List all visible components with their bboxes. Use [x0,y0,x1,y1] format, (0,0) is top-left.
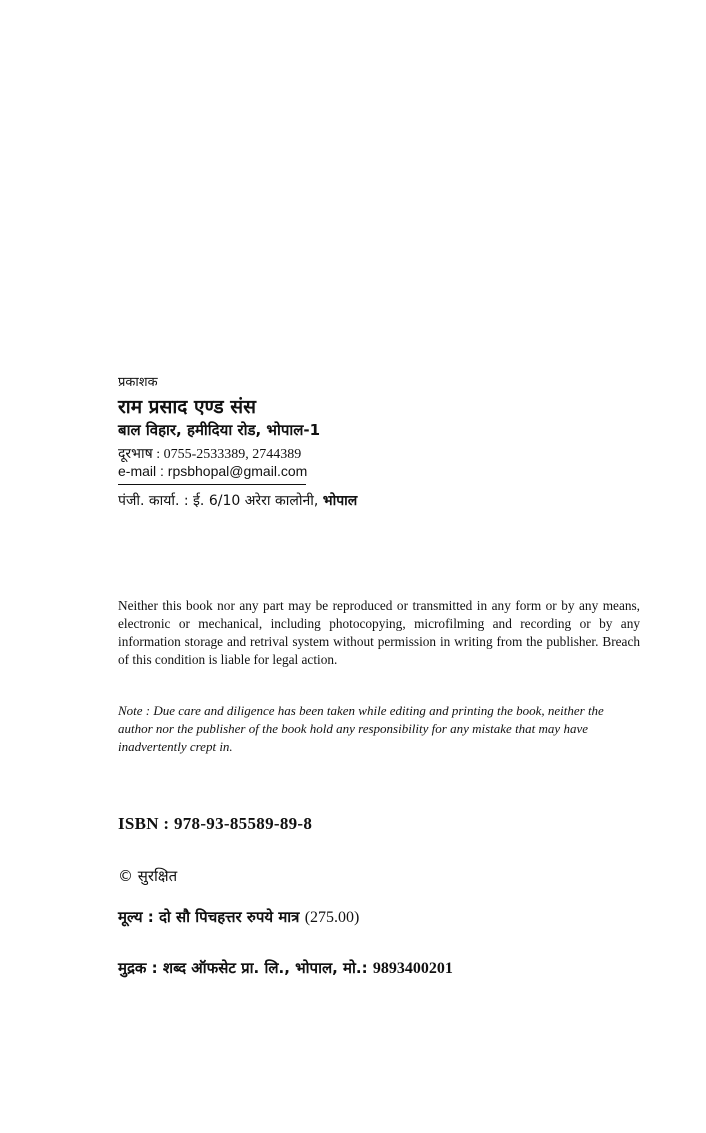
printer-line [118,958,453,978]
printer-mobile: 9893400201 [372,960,453,977]
publisher-label: प्रकाशक [118,375,158,390]
publisher-email: e-mail : rpsbhopal@gmail.com [118,463,308,479]
price-text: मूल्य : दो सौ पिचहत्तर रुपये मात्र [118,908,300,926]
isbn: ISBN : 978-93-85589-89-8 [118,814,313,833]
registered-office-address: पंजी. कार्या. : ई. 6/10 अरेरा कालोनी, [118,493,319,509]
publisher-name: राम प्रसाद एण्ड संस [118,396,256,418]
printer-text: मुद्रक : शब्द ऑफसेट प्रा. लि., भोपाल, मो.: [118,959,368,977]
price-line [118,907,359,927]
publisher-phone: दूरभाष : 0755-2533389, 2744389 [118,447,302,462]
copyright: © सुरक्षित [118,867,178,885]
registered-office [118,491,357,510]
price-amount: (275.00) [304,909,360,926]
disclaimer-note: Note : Due care and diligence has been taken while editing and printing the book, neither the author nor the publisher of the book hold any responsibility for any mistake that may have inadvertently crept in. [118,703,604,754]
publisher-address: बाल विहार, हमीदिया रोड, भोपाल-1 [118,421,321,439]
rights-notice: Neither this book nor any part may be reproduced or transmitted in any form or by any means, electronic or mechanical, including photocopying, microfilming and recording or by any information storage and retrival system without permission in writing from the publisher. Breach of this condition is liable for legal action. [118,598,640,667]
divider [118,484,306,485]
registered-office-city: भोपाल [322,493,358,509]
